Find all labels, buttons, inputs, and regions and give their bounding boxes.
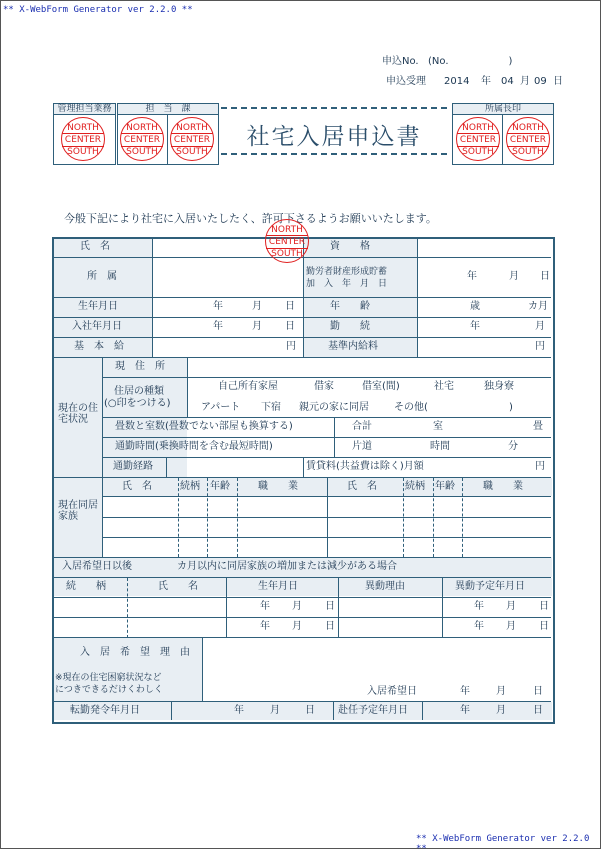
dept-label: 所 属: [87, 271, 117, 282]
asset-month-unit: 月: [509, 271, 519, 282]
seal-stamp: NORTH CENTER SOUTH: [120, 117, 164, 161]
change-row2-month-unit: 月: [292, 621, 302, 632]
rent-yen-unit: 円: [535, 461, 545, 472]
change-row2-day-unit: 日: [325, 621, 335, 632]
change-row2-plan-year-unit: 年: [474, 621, 484, 632]
join-label: 入社年月日: [72, 321, 122, 332]
seal-stamp: NORTH CENTER SOUTH: [456, 117, 500, 161]
seal-stamp: NORTH CENTER SOUTH: [170, 117, 214, 161]
rental-room-option[interactable]: 借室(間): [362, 381, 400, 392]
change-row1-plan-year-unit: 年: [474, 601, 484, 612]
service-label: 勤 続: [330, 321, 370, 332]
change-row2-plan-month-unit: 月: [506, 621, 516, 632]
form-title-block: [221, 107, 447, 155]
reason-note-line1: ※現在の住宅困窮状況など: [55, 673, 162, 683]
transfer-day-unit: 日: [305, 705, 315, 716]
seal-stamp: NORTH CENTER SOUTH: [506, 117, 550, 161]
assign-label: 赴任予定年月日: [338, 705, 408, 716]
month-unit: 月: [520, 76, 530, 87]
received-month[interactable]: 04: [501, 76, 514, 87]
commute-route-label: 通勤経路: [113, 461, 153, 472]
change-col-name: 氏 名: [158, 581, 198, 592]
service-year-unit: 年: [470, 321, 480, 332]
change-col-relation: 続 柄: [66, 581, 106, 592]
reason-note-line2: につきできるだけくわしく: [55, 685, 163, 695]
asset-label-line2: 加 入 年 月 日: [306, 279, 388, 289]
dorm-option[interactable]: 独身寮: [484, 381, 514, 392]
wish-date-label: 入居希望日以後: [62, 561, 132, 572]
join-day-unit: 日: [285, 321, 295, 332]
change-row1-year-unit: 年: [260, 601, 270, 612]
parents-home-option[interactable]: 親元の家に同居: [299, 402, 369, 413]
change-row1-plan-month-unit: 月: [506, 601, 516, 612]
generator-banner-top: ** X-WebForm Generator ver 2.2.0 **: [3, 5, 193, 15]
birth-month-unit: 月: [252, 301, 262, 312]
wish-move-day-unit: 日: [533, 686, 543, 697]
form-title: 社宅入居申込書: [246, 124, 422, 150]
asset-year-unit: 年: [467, 271, 477, 282]
change-row1-month-unit: 月: [292, 601, 302, 612]
reason-title: 入 居 希 望 理 由: [80, 647, 190, 658]
assign-day-unit: 日: [533, 705, 543, 716]
manager-approval-label: 管理担当業務: [53, 103, 116, 115]
received-year[interactable]: 2014: [444, 76, 470, 87]
office-approval-label: 所属長印: [452, 103, 554, 115]
wish-move-year-unit: 年: [460, 686, 470, 697]
family-label: 現在同居家族: [58, 500, 98, 522]
birth-year-unit: 年: [213, 301, 223, 312]
std-pay-yen-unit: 円: [535, 341, 545, 352]
transfer-month-unit: 月: [270, 705, 280, 716]
rent-label: 賃貸料(共益費は除く)月額: [306, 461, 424, 472]
total-label: 合計: [352, 421, 372, 432]
assign-year-unit: 年: [460, 705, 470, 716]
assign-month-unit: 月: [496, 705, 506, 716]
year-unit: 年: [481, 76, 491, 87]
other-option[interactable]: その他(: [394, 402, 428, 413]
family-col-age: 年齢: [210, 481, 230, 492]
apartment-option[interactable]: アパート: [201, 402, 241, 413]
family-col-job-2: 職 業: [483, 481, 523, 492]
birth-day-unit: 日: [285, 301, 295, 312]
change-col-plan: 異動予定年月日: [455, 581, 525, 592]
transfer-label: 転勤発令年月日: [70, 705, 140, 716]
wish-move-label: 入居希望日: [367, 686, 417, 697]
family-col-age-2: 年齢: [435, 481, 455, 492]
service-month-unit: 月: [535, 321, 545, 332]
family-col-name-2: 氏 名: [347, 481, 377, 492]
rooms-unit: 室: [433, 421, 443, 432]
application-number-label: 申込No.: [382, 56, 419, 67]
asset-label-line1: 勤労者財産形成貯蓄: [306, 267, 388, 277]
tatami-unit: 畳: [533, 421, 543, 432]
wish-move-month-unit: 月: [496, 686, 506, 697]
change-row1-plan-day-unit: 日: [539, 601, 549, 612]
company-house-option[interactable]: 社宅: [434, 381, 454, 392]
age-label: 年 齢: [330, 301, 370, 312]
name-label: 氏 名: [80, 241, 110, 252]
change-col-birth: 生年月日: [258, 581, 298, 592]
generator-banner-bottom: ** X-WebForm Generator ver 2.2.0 **: [416, 834, 590, 854]
wish-note: カ月以内に同居家族の増加または減少がある場合: [177, 561, 397, 572]
birth-label: 生年月日: [78, 301, 118, 312]
current-housing-label: 現在の住宅状況: [58, 403, 98, 425]
base-pay-yen-unit: 円: [286, 341, 296, 352]
own-house-option[interactable]: 自己所有家屋: [218, 381, 278, 392]
age-month-unit: カ月: [528, 301, 548, 312]
received-label: 申込受理: [386, 76, 426, 87]
hours-unit: 時間: [430, 441, 450, 452]
base-pay-label: 基 本 給: [74, 341, 124, 352]
address-label: 現 住 所: [115, 361, 165, 372]
commute-time-label: 通勤時間(乗換時間を含む最短時間): [115, 441, 273, 452]
rental-house-option[interactable]: 借家: [314, 381, 334, 392]
person-approval-label: 担 当 課: [117, 103, 219, 115]
lodging-option[interactable]: 下宿: [261, 402, 281, 413]
family-col-name: 氏 名: [122, 481, 152, 492]
one-way-label: 片道: [352, 441, 372, 452]
intro-text: 今般下記により社宅に入居いたしたく、許可下さるようお願いいたします。: [64, 212, 437, 225]
application-number-field[interactable]: (No. ): [428, 56, 513, 67]
join-year-unit: 年: [213, 321, 223, 332]
seal-stamp: NORTH CENTER SOUTH: [265, 219, 309, 263]
asset-day-unit: 日: [540, 271, 550, 282]
family-col-relation: 続柄: [180, 481, 200, 492]
change-row2-year-unit: 年: [260, 621, 270, 632]
family-col-relation-2: 続柄: [405, 481, 425, 492]
transfer-year-unit: 年: [234, 705, 244, 716]
qualification-label: 資 格: [330, 241, 370, 252]
change-row1-day-unit: 日: [325, 601, 335, 612]
received-day[interactable]: 09: [534, 76, 547, 87]
other-close-paren: ): [509, 402, 513, 413]
minutes-unit: 分: [508, 441, 518, 452]
change-row2-plan-day-unit: 日: [539, 621, 549, 632]
house-type-note: (○印をつける): [104, 398, 171, 409]
join-month-unit: 月: [252, 321, 262, 332]
age-sai-unit: 歳: [470, 301, 480, 312]
std-pay-label: 基準内給料: [328, 341, 378, 352]
family-col-job: 職 業: [258, 481, 298, 492]
seal-stamp: NORTH CENTER SOUTH: [61, 117, 105, 161]
change-col-reason: 異動理由: [365, 581, 405, 592]
house-type-label: 住居の種類: [114, 386, 164, 397]
mats-label: 畳数と室数(畳数でない部屋も換算する): [115, 421, 293, 432]
day-unit: 日: [553, 76, 563, 87]
